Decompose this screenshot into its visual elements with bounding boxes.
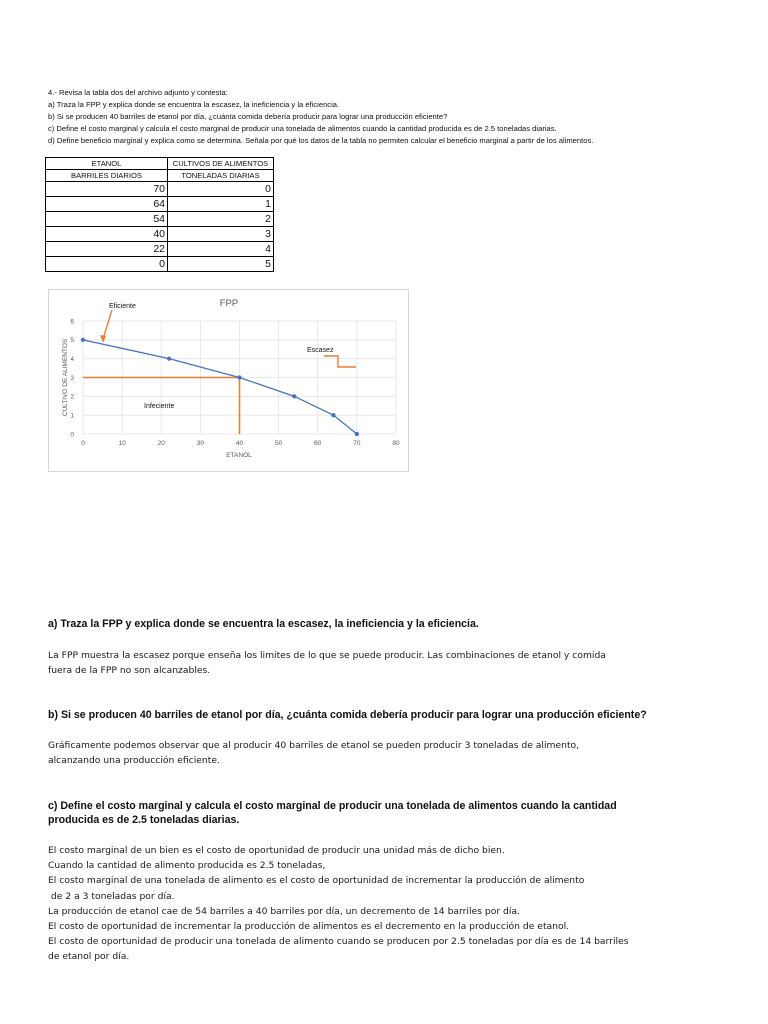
column-subheader-barriles: BARRILES DIARIOS — [46, 170, 168, 182]
x-tick-label: 70 — [353, 440, 361, 447]
table-header-row — [46, 158, 274, 170]
column-header-etanol: ETANOL — [46, 158, 168, 170]
instructions — [48, 87, 593, 147]
eficiente-arrowhead — [100, 335, 106, 343]
answer-line: alcanzando una producción eficiente. — [48, 755, 220, 767]
data-point — [331, 413, 335, 417]
cell-etanol: 22 — [46, 242, 168, 257]
data-point — [167, 357, 171, 361]
cell-alimentos: 3 — [168, 227, 274, 242]
x-axis-label: ETANOL — [226, 452, 252, 459]
instruction-line: b) Si se producen 40 barriles de etanol por día, ¿cuánta comida debería producir para lograr una producción eficiente? — [48, 111, 448, 121]
table-row — [46, 197, 274, 212]
answer-line: El costo marginal de una tonelada de alimento es el costo de oportunidad de incrementar la producción de alimento — [48, 875, 585, 887]
annotation-eficiente: Eficiente — [109, 303, 136, 310]
table-subheader-row — [46, 170, 274, 182]
escasez-connector — [324, 356, 356, 367]
answer-a-body — [48, 648, 728, 678]
annotation-ineficiente: Infeciente — [144, 403, 175, 410]
x-tick-label: 20 — [157, 440, 165, 447]
instruction-line: c) Define el costo marginal y calcula el costo marginal de producir una tonelada de alimentos cuando la cantidad producida es de 2.5 toneladas diarias. — [48, 123, 557, 133]
y-tick-label: 2 — [70, 393, 74, 401]
question-c-heading — [48, 799, 728, 827]
answer-line: fuera de la FPP no son alcanzables. — [48, 665, 211, 677]
data-point — [292, 394, 296, 398]
instruction-line: 4.- Revisa la tabla dos del archivo adjunto y contesta: — [48, 88, 228, 97]
instruction-line: d) Define beneficio marginal y explica como se determina. Señala por qué los datos de la tabla no permiten calcular el beneficio marginal a partir de los alimentos. — [48, 135, 594, 145]
x-tick-label: 50 — [275, 440, 283, 447]
answer-c — [48, 799, 728, 965]
answer-line: Gráficamente podemos observar que al producir 40 barriles de etanol se pueden producir 3 toneladas de alimento, — [48, 740, 580, 751]
answer-c-body — [48, 843, 728, 965]
answer-line: El costo de oportunidad de incrementar la producción de alimentos es el decremento en la producción de etanol. — [48, 921, 570, 933]
table-row — [46, 227, 274, 242]
answer-a — [48, 617, 728, 678]
cell-alimentos: 5 — [168, 257, 274, 272]
table-row — [46, 257, 274, 272]
eficiente-arrow — [103, 310, 112, 339]
cell-etanol: 40 — [46, 227, 168, 242]
cell-etanol: 70 — [46, 182, 168, 197]
table-row — [46, 242, 274, 257]
production-table — [45, 157, 274, 272]
answer-line: Cuando la cantidad de alimento producida es 2.5 toneladas, — [48, 860, 326, 872]
answer-line: El costo marginal de un bien es el costo de oportunidad de producir una unidad más de dicho bien. — [48, 845, 505, 856]
answer-b-body — [48, 738, 728, 768]
y-tick-label: 1 — [70, 412, 74, 420]
answer-b — [48, 708, 728, 768]
data-point — [355, 432, 359, 436]
table-row — [46, 182, 274, 197]
y-tick-label: 5 — [70, 337, 74, 345]
table-row — [46, 212, 274, 227]
y-axis-label: CULTIVO DE ALIMENTOS — [62, 338, 69, 417]
cell-etanol: 0 — [46, 257, 168, 272]
x-tick-label: 60 — [314, 440, 322, 447]
cell-alimentos: 4 — [168, 242, 274, 257]
chart-title: FPP — [219, 298, 239, 309]
data-point — [81, 338, 85, 342]
question-line: producida es de 2.5 toneladas diarias. — [48, 814, 240, 826]
question-a-heading: a) Traza la FPP y explica donde se encuentra la escasez, la ineficiencia y la eficiencia. — [48, 618, 479, 630]
x-tick-label: 10 — [118, 440, 126, 447]
column-subheader-toneladas: TONELADAS DIARIAS — [168, 170, 274, 182]
y-tick-label: 0 — [70, 431, 74, 439]
cell-alimentos: 1 — [168, 197, 274, 212]
cell-etanol: 54 — [46, 212, 168, 227]
x-tick-label: 40 — [235, 440, 244, 447]
fpp-chart — [48, 289, 409, 472]
answer-line: El costo de oportunidad de producir una tonelada de alimento cuando se producen por 2.5 toneladas por día es de 14 barriles — [48, 936, 629, 948]
x-tick-label: 80 — [392, 440, 400, 447]
x-tick-label: 0 — [81, 440, 85, 447]
cell-alimentos: 2 — [168, 212, 274, 227]
data-point — [237, 375, 241, 379]
y-tick-label: 4 — [70, 355, 74, 363]
answer-line: La producción de etanol cae de 54 barriles a 40 barriles por día, un decremento de 14 barriles por día. — [48, 905, 520, 917]
column-header-cultivos: CULTIVOS DE ALIMENTOS — [168, 158, 274, 170]
y-tick-label: 6 — [70, 318, 74, 326]
cell-alimentos: 0 — [168, 182, 274, 197]
question-b-heading: b) Si se producen 40 barriles de etanol por día, ¿cuánta comida debería producir para lograr una producción eficiente? — [48, 709, 647, 721]
x-tick-label: 30 — [196, 440, 204, 447]
cell-etanol: 64 — [46, 197, 168, 212]
question-line: c) Define el costo marginal y calcula el costo marginal de producir una tonelada de alimentos cuando la cantidad — [48, 800, 617, 812]
answer-line: de 2 a 3 toneladas por día. — [48, 890, 175, 902]
fpp-chart-svg — [49, 290, 408, 471]
answer-line: de etanol por día. — [48, 951, 130, 963]
answer-line: La FPP muestra la escasez porque enseña los limites de lo que se puede producir. Las combinaciones de etanol y comida — [48, 650, 606, 661]
y-tick-label: 3 — [70, 374, 74, 382]
instruction-line: a) Traza la FPP y explica donde se encuentra la escasez, la ineficiencia y la eficiencia. — [48, 99, 340, 109]
annotation-escasez: Escasez — [307, 347, 334, 354]
